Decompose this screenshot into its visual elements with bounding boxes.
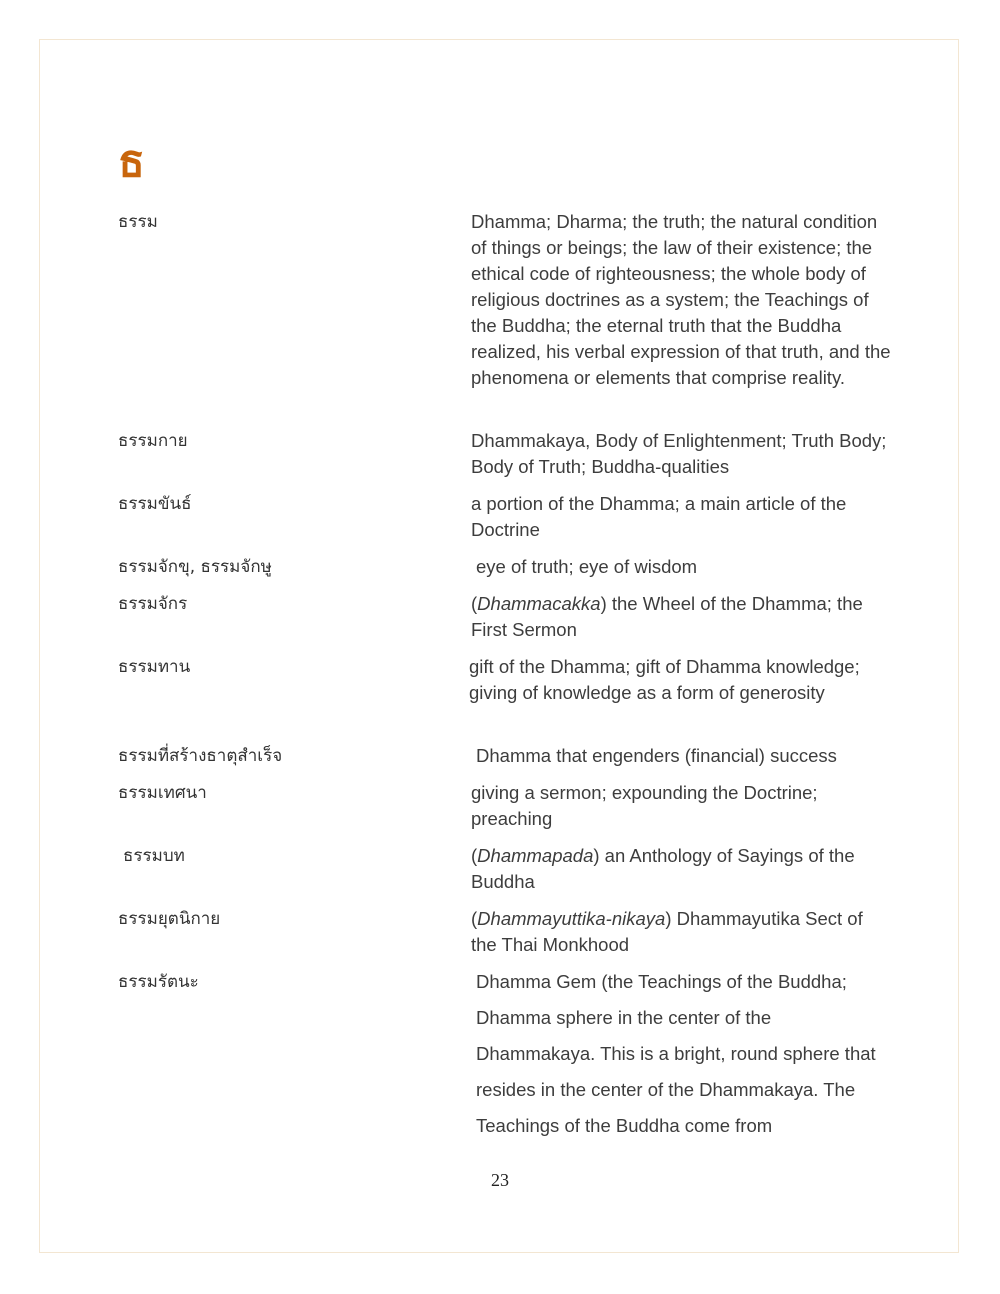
entry-definition: Dhamma; Dharma; the truth; the natural condition of things or beings; the law of their existence; the ethical code of righteousness; the whole body of religious doctrines as a system; the Teachings of the Buddha; the eternal truth that the Buddha realized, his verbal expression of that truth, and the phenomena or elements that comprise reality. — [471, 211, 891, 388]
entry-definition: (Dhammacakka) the Wheel of the Dhamma; the First Sermon — [471, 593, 863, 640]
entry-definition-text: ) an Anthology of Sayings of the Buddha — [471, 845, 855, 892]
entry-term: ธรรมยุตนิกาย — [118, 909, 221, 929]
entry-pali-term: Dhammayuttika-nikaya — [477, 908, 666, 929]
entry-term: ธรรม — [118, 212, 158, 232]
entry-definition: Dhammakaya, Body of Enlightenment; Truth Body; Body of Truth; Buddha-qualities — [471, 430, 887, 477]
entry-term: ธรรมรัตนะ — [118, 972, 199, 992]
entry-definition: eye of truth; eye of wisdom — [476, 556, 698, 577]
entry-definition: (Dhammayuttika-nikaya) Dhammayutika Sect of the Thai Monkhood — [471, 908, 863, 955]
entry-pali-term: Dhammacakka — [477, 593, 601, 614]
entry-term: ธรรมกาย — [118, 431, 188, 451]
entry-term: ธรรมขันธ์ — [118, 494, 192, 514]
entry-term: ธรรมทาน — [118, 657, 191, 677]
entry-definition: (Dhammapada) an Anthology of Sayings of the Buddha — [471, 845, 855, 892]
entry-term: ธรรมจักร — [118, 594, 188, 614]
page-number: 23 — [491, 1170, 509, 1190]
entry-term: ธรรมบท — [123, 846, 185, 866]
entry-definition: a portion of the Dhamma; a main article of the Doctrine — [471, 493, 847, 540]
entry-definition: giving a sermon; expounding the Doctrine; preaching — [471, 782, 818, 829]
entry-term: ธรรมเทศนา — [118, 783, 207, 803]
section-letter-heading: ธ — [118, 136, 145, 187]
entry-definition: Dhamma Gem (the Teachings of the Buddha; Dhamma sphere in the center of the Dhammakaya. This is a bright, round sphere that resides in the center of the Dhammakaya. The Teachings of the Buddha come from — [476, 971, 876, 1136]
entry-term: ธรรมที่สร้างธาตุสำเร็จ — [118, 746, 283, 766]
entry-definition: Dhamma that engenders (financial) success — [476, 745, 837, 766]
entry-definition: gift of the Dhamma; gift of Dhamma knowledge; giving of knowledge as a form of generosity — [469, 656, 860, 703]
entry-term: ธรรมจักขุ, ธรรมจักษู — [118, 557, 272, 577]
entry-definition-text: ) Dhammayutika Sect of the Thai Monkhood — [471, 908, 863, 955]
entry-pali-term: Dhammapada — [477, 845, 594, 866]
entry-definition-text: ) the Wheel of the Dhamma; the First Sermon — [471, 593, 863, 640]
